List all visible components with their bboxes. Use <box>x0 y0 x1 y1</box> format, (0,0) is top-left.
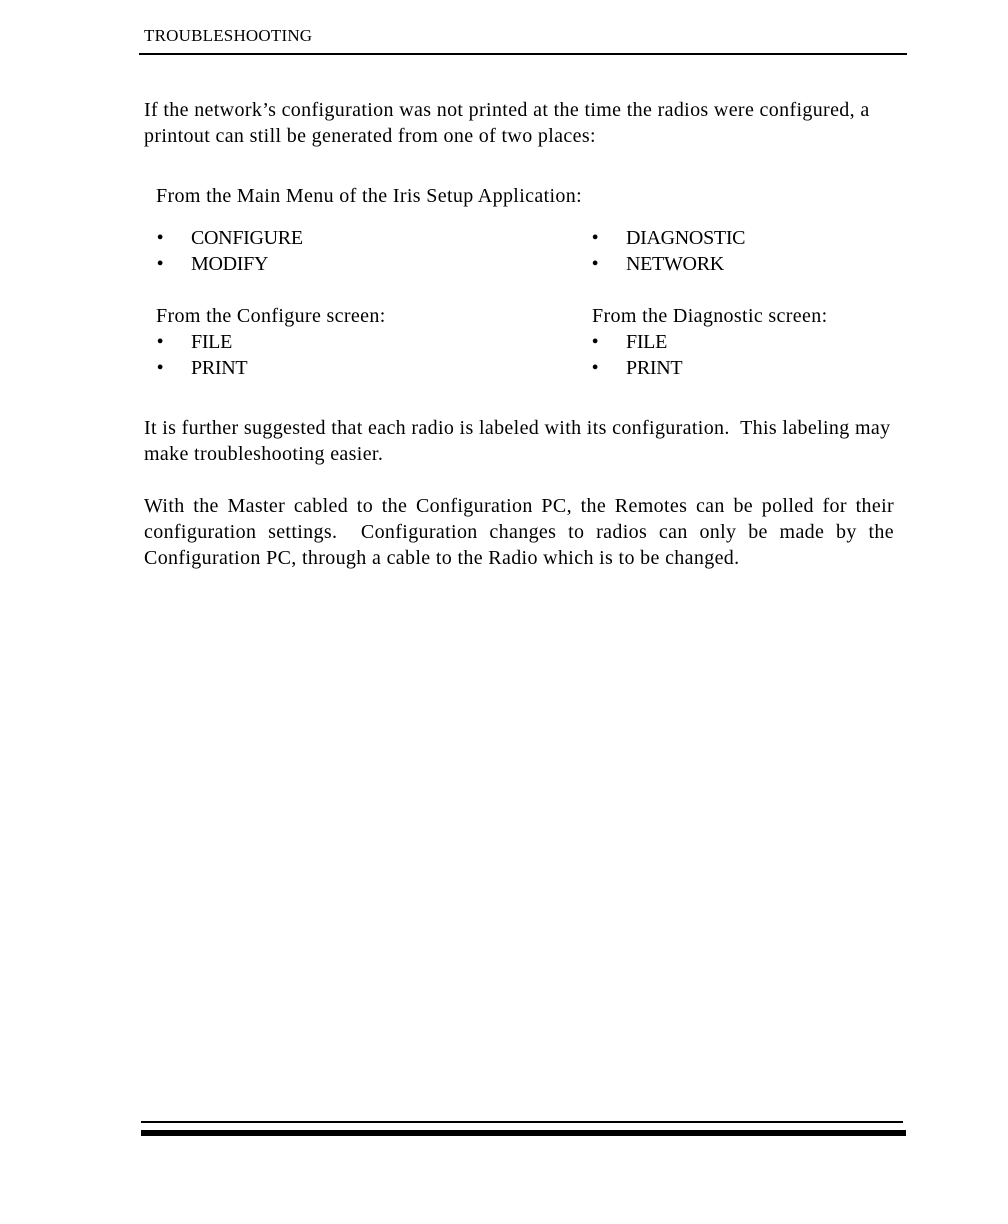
header-rule <box>139 53 907 55</box>
list-item <box>590 355 682 381</box>
bullet-icon: • <box>591 253 599 275</box>
list-item-label: NETWORK <box>626 253 724 275</box>
list-item <box>590 251 745 277</box>
list-item <box>155 225 303 251</box>
master-paragraph: With the Master cabled to the Configuration PC, the Remotes can be polled for their configuration settings. Configuration changes to radios can only be made by the Configuration PC, through a cable to the Radio which is to be changed. <box>144 495 900 569</box>
list-item-label: FILE <box>191 331 233 353</box>
list-item-label: MODIFY <box>191 253 269 275</box>
bullet-icon: • <box>156 357 164 379</box>
diagnostic-screen-list <box>590 329 682 381</box>
list-item-label: PRINT <box>626 357 683 379</box>
bullet-icon: • <box>591 357 599 379</box>
list-item <box>590 329 682 355</box>
list-item <box>155 355 247 381</box>
bullet-icon: • <box>591 227 599 249</box>
bullet-icon: • <box>591 331 599 353</box>
main-menu-left-list <box>155 225 303 277</box>
bullet-icon: • <box>156 253 164 275</box>
bullet-icon: • <box>156 331 164 353</box>
list-item-label: DIAGNOSTIC <box>626 227 746 249</box>
list-item <box>590 225 745 251</box>
list-item-label: PRINT <box>191 357 248 379</box>
list-item <box>155 329 247 355</box>
list-item-label: CONFIGURE <box>191 227 303 249</box>
list-item <box>155 251 303 277</box>
diagnostic-screen-label: From the Diagnostic screen: <box>592 305 828 327</box>
bullet-icon: • <box>156 227 164 249</box>
further-paragraph: It is further suggested that each radio is labeled with its configuration. This labeling may make troubleshooting easier. <box>144 417 896 465</box>
footer-rule-thin <box>141 1121 903 1123</box>
intro-paragraph: If the network’s configuration was not printed at the time the radios were configured, a printout can still be generated from one of two places: <box>144 99 870 147</box>
configure-screen-label: From the Configure screen: <box>156 305 386 327</box>
page-header-title: TROUBLESHOOTING <box>144 26 313 45</box>
list-item-label: FILE <box>626 331 668 353</box>
main-menu-right-list <box>590 225 745 277</box>
footer-rule-thick <box>141 1130 906 1136</box>
configure-screen-list <box>155 329 247 381</box>
main-menu-label: From the Main Menu of the Iris Setup Application: <box>156 185 582 207</box>
